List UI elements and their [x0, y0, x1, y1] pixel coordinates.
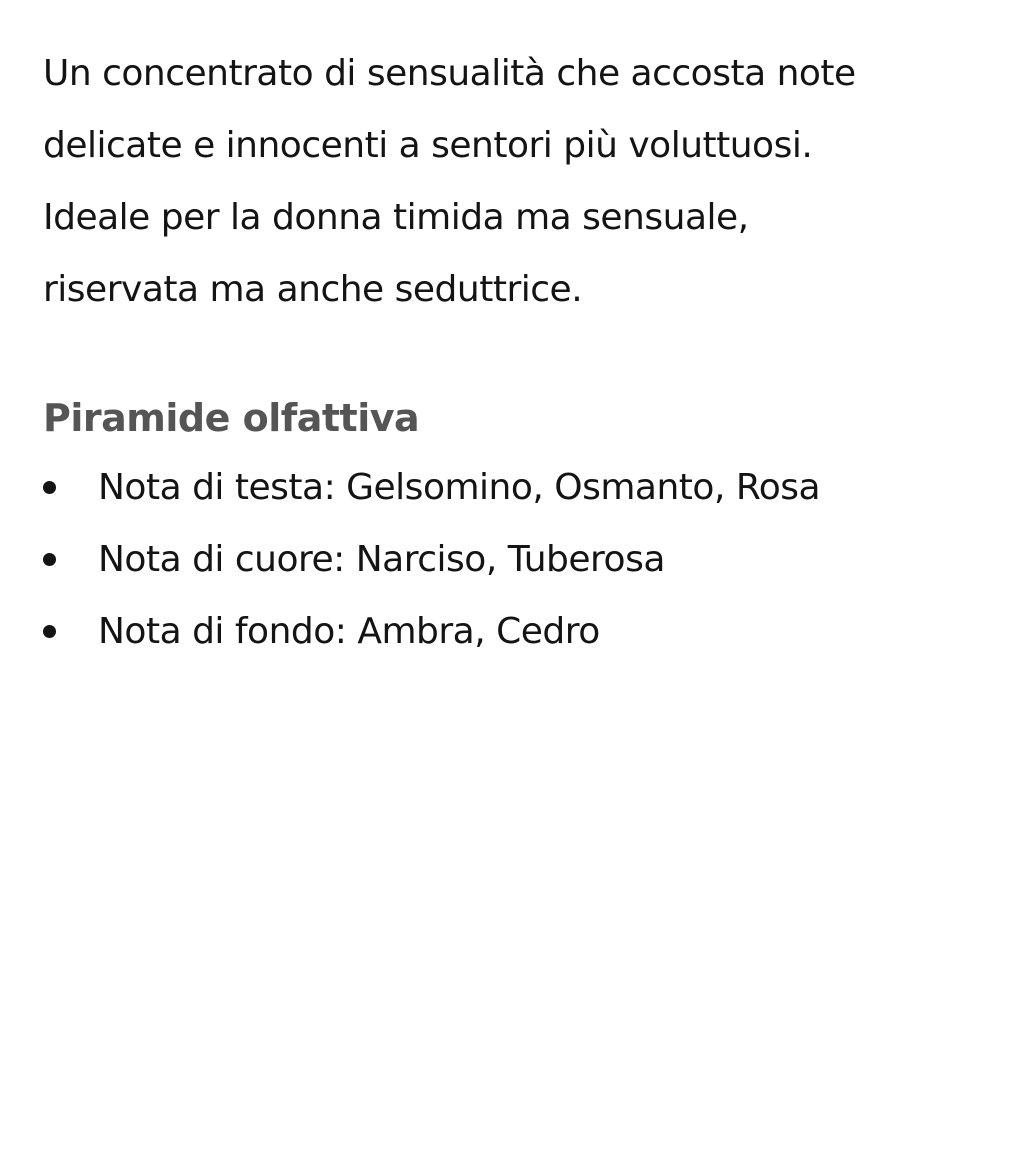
list-item-base-note [43, 596, 1003, 668]
olfactory-pyramid-title: Piramide olfattiva [43, 396, 420, 440]
base-note-text: Nota di fondo: Ambra, Cedro [98, 611, 600, 652]
list-item-top-note [43, 452, 1003, 524]
bullet-icon [43, 625, 56, 638]
heart-note-text: Nota di cuore: Narciso, Tuberosa [98, 539, 665, 580]
top-note-text: Nota di testa: Gelsomino, Osmanto, Rosa [98, 467, 821, 508]
bullet-icon [43, 481, 56, 494]
description-line: Ideale per la donna timida ma sensuale, [43, 197, 749, 238]
product-description [43, 38, 1003, 326]
description-line: Un concentrato di sensualità che accosta note [43, 53, 856, 94]
bullet-icon [43, 553, 56, 566]
olfactory-notes-list [43, 452, 1003, 668]
description-line: delicate e innocenti a sentori più voluttuosi. [43, 125, 813, 166]
product-description-content [43, 38, 1003, 652]
description-line: riservata ma anche seduttrice. [43, 269, 583, 310]
list-item-heart-note [43, 524, 1003, 596]
